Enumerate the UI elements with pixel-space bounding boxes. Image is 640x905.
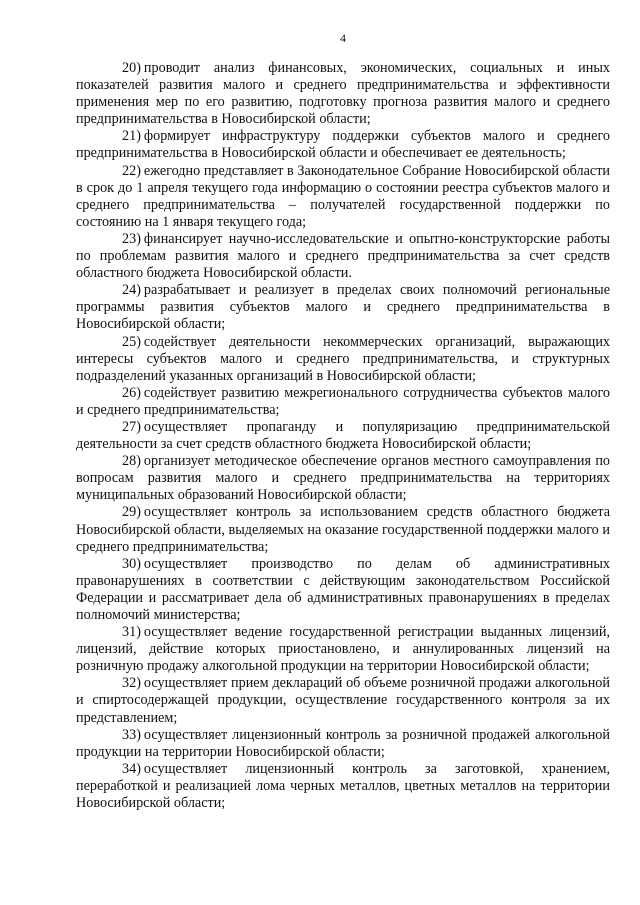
- item-number: 21): [122, 128, 141, 145]
- list-item: [76, 504, 610, 555]
- item-text: осуществляет прием деклараций об объеме розничной продажи алкогольной и спиртосодержащей продукции, осуществление государственного контроля за их представлением;: [76, 675, 610, 726]
- item-number: 28): [122, 453, 141, 470]
- page-number: 4: [340, 31, 346, 45]
- item-text: содействует развитию межрегионального сотрудничества субъектов малого и среднего предпринимательства;: [76, 384, 610, 418]
- document-page: [76, 30, 610, 812]
- item-number: 20): [122, 60, 141, 76]
- item-number: 27): [122, 418, 141, 435]
- list-item: [76, 675, 610, 726]
- item-text: ежегодно представляет в Законодательное Собрание Новосибирской области в срок до 1 апреля текущего года информацию о состоянии реестра субъектов малого и среднего предпринимательства – получателей государственной поддержки по состоянию на 1 января текущего года;: [76, 162, 610, 230]
- item-number: 24): [122, 282, 141, 299]
- item-text: проводит анализ финансовых, экономических, социальных и иных показателей развития малого и среднего предпринимательства и эффективности применения мер по его развитию, подготовку прогноза развития малого и среднего предпринимательства в Новосибирской области;: [76, 60, 610, 128]
- list-item: [76, 128, 610, 162]
- list-item: [76, 761, 610, 812]
- item-number: 33): [122, 726, 141, 743]
- item-text: финансирует научно-исследовательские и опытно-конструкторские работы по проблемам развития малого и среднего предпринимательства за счет средств областного бюджета Новосибирской области.: [76, 230, 610, 282]
- list-item: [76, 385, 610, 419]
- item-text: осуществляет пропаганду и популяризацию предпринимательской деятельности за счет средств областного бюджета Новосибирской области;: [76, 418, 610, 453]
- list-of-powers: [76, 60, 610, 812]
- item-text: осуществляет лицензионный контроль за заготовкой, хранением, переработкой и реализацией лома черных металлов, цветных металлов на территории Новосибирской области;: [76, 760, 610, 812]
- item-text: осуществляет лицензионный контроль за розничной продажей алкогольной продукции на территории Новосибирской области;: [76, 726, 610, 760]
- item-number: 25): [122, 333, 141, 350]
- list-item: [76, 419, 610, 453]
- item-text: осуществляет контроль за использованием средств областного бюджета Новосибирской области, выделяемых на оказание государственной поддержки малого и среднего предпринимательства;: [76, 504, 610, 555]
- item-text: содействует деятельности некоммерческих организаций, выражающих интересы субъектов малого и среднего предпринимательства, и структурных подразделений указанных организаций в Новосибирской области;: [76, 333, 610, 384]
- item-text: разрабатывает и реализует в пределах своих полномочий региональные программы развития субъектов малого и среднего предпринимательства в Новосибирской области;: [76, 282, 610, 333]
- item-number: 23): [122, 230, 141, 247]
- item-number: 26): [122, 384, 141, 401]
- list-item: [76, 556, 610, 624]
- item-number: 34): [122, 760, 141, 777]
- list-item: [76, 282, 610, 333]
- list-item: [76, 60, 610, 128]
- list-item: [76, 453, 610, 504]
- item-text: организует методическое обеспечение органов местного самоуправления по вопросам развития малого и среднего предпринимательства на территориях муниципальных образований Новосибирской области;: [76, 453, 610, 504]
- list-item: [76, 163, 610, 231]
- list-item: [76, 624, 610, 675]
- item-number: 30): [122, 555, 141, 572]
- list-item: [76, 334, 610, 385]
- item-number: 22): [122, 162, 141, 179]
- item-text: осуществляет производство по делам об административных правонарушениях в соответствии с действующим законодательством Российской Федерации и рассматривает дела об административных правонарушениях в пределах полномочий министерства;: [76, 555, 610, 623]
- item-text: формирует инфраструктуру поддержки субъектов малого и среднего предпринимательства в Новосибирской области и обеспечивает ее деятельность;: [76, 128, 610, 162]
- item-number: 29): [122, 504, 141, 521]
- list-item: [76, 727, 610, 761]
- item-text: осуществляет ведение государственной регистрации выданных лицензий, лицензий, действие которых приостановлено, и аннулированных лицензий на розничную продажу алкогольной продукции на территории Новосибирской области;: [76, 624, 610, 675]
- item-number: 32): [122, 675, 141, 692]
- item-number: 31): [122, 624, 141, 641]
- list-item: [76, 231, 610, 282]
